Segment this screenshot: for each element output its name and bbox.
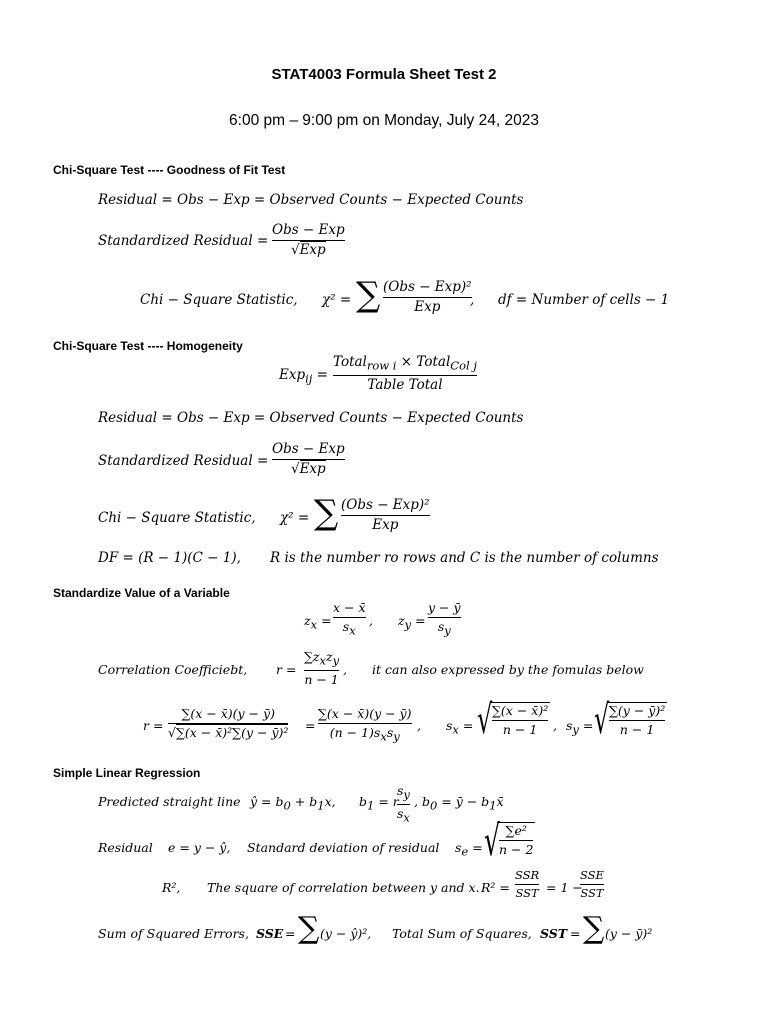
fraction-denominator: Exp [372,517,399,533]
chi-square-lhs: χ² = [322,292,352,308]
fraction-numerator: $s_y$ [397,783,410,802]
sse-rhs: (y − ŷ)², [320,926,372,941]
sy-lhs: $s_y$ = [566,718,594,737]
df-description: R is the number ro rows and C is the number of columns [270,550,659,566]
chi-square-lhs: χ² = [280,510,310,526]
section-heading-regression: Simple Linear Regression [53,766,201,780]
fraction-numerator: $\sum z_xz_y$ [304,649,340,668]
radical-icon: √ [594,697,610,743]
sum-symbol-icon: ∑ [583,911,605,946]
zy-fraction [428,600,461,638]
standardized-residual-label: Standardized Residual = [98,233,269,249]
b0-formula: , $b_0$ = ȳ − $b_1x̄$ [414,794,504,813]
degrees-of-freedom-formula: df = Number of cells − 1 [498,292,670,308]
standardized-residual-fraction [272,222,345,258]
fraction-denominator: Exp [414,299,441,315]
fraction-numerator: (Obs − Exp)² [383,279,472,295]
page-title: STAT4003 Formula Sheet Test 2 [271,66,497,83]
section-heading-standardize: Standardize Value of a Variable [53,586,230,600]
residual-formula: Residual = Obs − Exp = Observed Counts − Expected Counts [98,410,524,426]
fraction-numerator: ∑(x − x̄)(y − ȳ) [318,706,412,721]
fraction-denominator: √Exp [290,461,326,477]
chi-square-comma: , [470,292,475,308]
sum-symbol-icon: ∑ [314,493,339,533]
sx-fraction [490,702,550,737]
r-squared-symbol: R², [162,880,181,895]
expected-count-lhs: Exp$_{ij}$ = [279,367,328,386]
fraction-numerator: ∑(x − x̄)(y − ȳ) [181,706,275,721]
fraction-denominator: n − 2 [499,842,534,857]
fraction-numerator: (Obs − Exp)² [341,497,430,513]
fraction-numerator: Obs − Exp [272,441,345,457]
fraction-denominator: Table Total [367,376,443,393]
r-fraction-sd [318,706,412,744]
se-lhs: $s_e$ = [455,840,483,859]
page-subtitle: 6:00 pm – 9:00 pm on Monday, July 24, 2023 [229,112,539,129]
fraction-numerator: SSR [515,868,540,882]
correlation-lhs: r = [276,662,297,677]
b1-lhs: $b_1 = r$ [359,794,399,813]
sy-fraction [607,702,667,737]
expected-count-fraction [333,354,477,393]
fraction-numerator: y − ȳ [428,600,461,615]
b1-fraction [397,783,410,824]
standardized-residual-fraction [272,441,345,477]
r-fraction-raw [168,706,288,740]
radical-icon: √ [484,816,501,865]
section-heading-goodness-of-fit: Chi-Square Test ---- Goodness of Fit Test [53,163,286,177]
sum-symbol-icon: ∑ [356,275,381,315]
fraction-numerator: ∑(y − ȳ)² [609,703,666,718]
correlation-note: it can also expressed by the fomulas below [372,662,644,677]
chi-square-fraction [383,279,475,315]
predicted-line-label: Predicted straight line [98,794,241,809]
correlation-fraction [304,649,339,687]
predicted-line-formula: ŷ = $b_0 + b_1x$, [250,794,336,813]
fraction-numerator: Total$_{row i}$ × Total$_{Col j}$ [333,354,477,373]
df-formula: DF = (R − 1)(C − 1), [98,550,241,566]
fraction-denominator: SST [515,886,539,900]
residual-label: Residual [98,840,153,855]
standardized-residual-label: Standardized Residual = [98,453,269,469]
sst-label: Total Sum of Squares, [392,926,532,941]
ssr-over-sst-fraction [515,868,539,900]
fraction-numerator: x − x̄ [333,600,366,615]
fraction-denominator: SST [580,886,604,900]
section-heading-homogeneity: Chi-Square Test ---- Homogeneity [53,339,243,353]
fraction-numerator: ∑(x − x̄)² [492,703,549,718]
radical-icon: √ [477,697,493,743]
fraction-denominator: n − 1 [619,722,655,737]
fraction-denominator: √Exp [290,242,326,258]
zy-lhs: $z_y$ = [398,613,426,632]
one-minus: = 1 − [546,880,583,895]
fraction-denominator: n − 1 [502,722,538,737]
sse-symbol: SSE [256,926,284,941]
residual-definition: e = y − ŷ, [168,840,231,855]
chi-square-label: Chi − Square Statistic, [98,510,256,526]
residual-formula: Residual = Obs − Exp = Observed Counts − Expected Counts [98,192,524,208]
sst-symbol: SST [540,926,568,941]
sst-rhs: (y − ȳ)² [605,926,653,941]
sse-label: Sum of Squared Errors, [98,926,249,941]
sum-symbol-icon: ∑ [298,911,320,946]
r-squared-description: The square of correlation between y and x. [207,880,480,895]
zx-fraction [333,600,366,638]
chi-square-fraction [341,497,430,533]
fraction-denominator: $s_x$ [342,619,356,638]
r-lhs: r = [143,718,164,733]
se-fraction [497,822,535,857]
sd-residual-label: Standard deviation of residual [247,840,440,855]
fraction-denominator: $s_y$ [437,619,451,638]
zx-lhs: $z_x$ = [304,613,332,632]
fraction-denominator: √∑(x − x̄)²∑(y − ȳ)² [168,725,289,740]
fraction-numerator: SSE [580,868,604,882]
fraction-denominator: n − 1 [304,671,339,687]
fraction-numerator: ∑e² [505,823,527,838]
correlation-label: Correlation Coefficiebt, [98,662,248,677]
chi-square-label: Chi − Square Statistic, [140,292,298,308]
fraction-numerator: Obs − Exp [272,222,345,238]
fraction-denominator: $(n - 1)s_xs_y$ [329,725,400,744]
r-squared-lhs: R² = [481,880,510,895]
fraction-denominator: $s_x$ [397,805,410,824]
sse-over-sst-fraction [580,868,604,900]
sx-lhs: $s_x$ = [446,718,474,737]
